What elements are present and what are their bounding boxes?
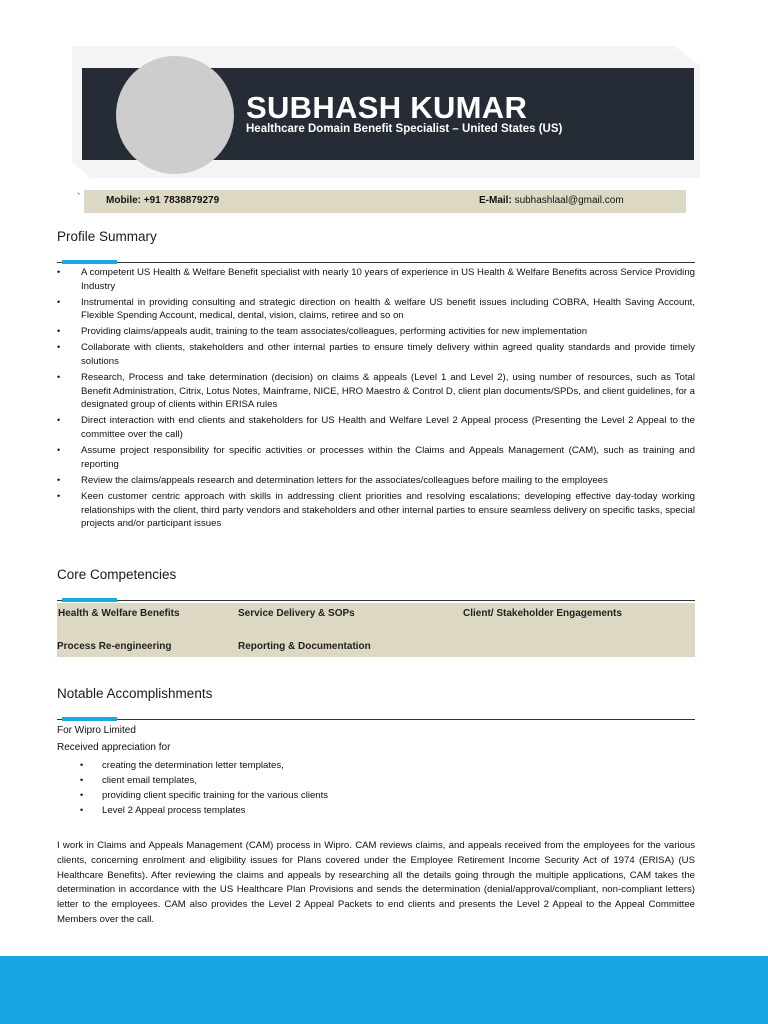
email-address[interactable]: subhashlaal@gmail.com <box>514 195 624 206</box>
bullet-icon: • <box>80 775 84 786</box>
list-item-text: Direct interaction with end clients and stakeholders for US Health and Welfare Level 2 Appeal process (Presenting the Level 2 Appeal to the committee over the call) <box>81 415 695 441</box>
competency-item: Health & Welfare Benefits <box>58 608 180 619</box>
accomplishments-title: Notable Accomplishments <box>57 686 213 701</box>
email-label: E-Mail: <box>479 195 512 206</box>
bullet-icon: • <box>80 790 84 801</box>
footer-band <box>0 956 768 1024</box>
bullet-icon: • <box>57 267 61 277</box>
list-item-text: Research, Process and take determination (decision) on claims & appeals (Level 1 and Level 2), using number of resources, such as Total Benefit Administration, Citrix, Lotus Notes, Mainframe, NICE, HRO Maestro & Control D, client plan documents/SPDs, and client guidelines, for a designated group of clients within ERISA rules <box>81 372 695 411</box>
accomplishments-company: For Wipro Limited <box>57 725 136 736</box>
mobile-number: Mobile: +91 7838879279 <box>106 195 220 206</box>
list-item-text: Instrumental in providing consulting and strategic direction on health & welfare US benefit issues including COBRA, Health Saving Account, Flexible Spending Account, medical, dental, vision, claims, retiree and so on <box>81 296 695 322</box>
list-item-text: Review the claims/appeals research and determination letters for the associates/colleagues before mailing to the employees <box>81 474 608 486</box>
list-item-text: providing client specific training for the various clients <box>102 790 329 802</box>
core-competencies-title: Core Competencies <box>57 567 177 582</box>
core-competencies-table <box>57 603 695 657</box>
competency-item: Reporting & Documentation <box>238 641 371 652</box>
list-item <box>57 444 695 471</box>
accomplishments-paragraph: I work in Claims and Appeals Management (CAM) process in Wipro. CAM reviews claims, and appeals received from the employees for the various clients, concerning enrolment and eligibility issues for Plans covered under the Employee Retirement Income Security Act of 1974 (ERISA) (US Healthcare Benefits). After reviewing the claims and appeals by researching all the details going through the multiple applications, CAM takes the determination in accordance with the US Healthcare Plan Provisions and sends the determination (denial/approval/compliant, non-compliant letters) letter to the employees. CAM also provides the Level 2 Appeal Packets to end clients and presents the Level 2 Appeal to the Appeal Committee Members over the call. <box>57 840 695 925</box>
list-item <box>57 474 695 488</box>
competency-item: Process Re-engineering <box>57 641 172 652</box>
bullet-icon: • <box>57 445 61 456</box>
email-line <box>479 195 624 206</box>
list-item <box>57 296 695 323</box>
bullet-icon: • <box>57 372 61 383</box>
list-item <box>80 804 680 818</box>
list-item-text: Keen customer centric approach with skills in addressing client priorities and resolving escalations; developing effective day-today working relationships with the client, third party vendors and stakeholders and other internal parties to ensure seamless delivery on specific tasks, special projects and/or participant issues <box>81 490 695 530</box>
list-item-text: A competent US Health & Welfare Benefit specialist with nearly 10 years of experience in US Health & Welfare Benefits across Service Providing Industry <box>81 267 695 292</box>
bullet-icon: • <box>80 760 84 770</box>
list-item-text: Assume project responsibility for specific activities or processes within the Claims and Appeals Management (CAM), such as training and reporting <box>81 445 695 470</box>
bullet-icon: • <box>57 474 61 485</box>
competency-item: Client/ Stakeholder Engagements <box>463 608 622 619</box>
profile-summary-title: Profile Summary <box>57 229 157 244</box>
bullet-icon: • <box>57 342 61 353</box>
competency-item: Service Delivery & SOPs <box>238 608 355 619</box>
list-item-text: client email templates, <box>102 775 197 787</box>
list-item-text: Collaborate with clients, stakeholders and other internal parties to ensure timely delivery within agreed quality standards and provide timely solutions <box>81 342 695 368</box>
candidate-name: SUBHASH KUMAR <box>246 90 528 125</box>
list-item <box>57 266 695 293</box>
list-item <box>80 789 680 803</box>
list-item <box>57 414 695 441</box>
accomplishments-list <box>80 759 680 819</box>
bullet-icon: • <box>57 296 61 307</box>
contact-bar <box>84 190 686 213</box>
accomplishments-accent <box>62 717 117 721</box>
list-item <box>80 759 680 773</box>
list-item-text: Level 2 Appeal process templates <box>102 805 246 817</box>
profile-summary-list <box>57 266 695 533</box>
accomplishments-rule <box>57 719 695 720</box>
profile-photo-placeholder <box>116 56 234 174</box>
stray-tick-mark: ` <box>77 192 81 204</box>
list-item-text: creating the determination letter templates, <box>102 760 284 771</box>
core-competencies-accent <box>62 598 117 602</box>
accomplishments-intro: Received appreciation for <box>57 742 171 753</box>
bullet-icon: • <box>80 805 84 816</box>
bullet-icon: • <box>57 415 61 426</box>
list-item <box>57 371 695 412</box>
list-item <box>57 490 695 531</box>
bullet-icon: • <box>57 490 61 501</box>
list-item <box>80 774 680 788</box>
bullet-icon: • <box>57 326 61 337</box>
candidate-subtitle: Healthcare Domain Benefit Specialist – United States (US) <box>246 123 563 135</box>
core-competencies-rule <box>57 600 695 601</box>
list-item <box>57 341 695 368</box>
list-item <box>57 325 695 339</box>
profile-summary-rule <box>57 262 695 263</box>
profile-summary-accent <box>62 260 117 264</box>
list-item-text: Providing claims/appeals audit, training to the team associates/colleagues, performing activities for new implementation <box>81 326 588 338</box>
